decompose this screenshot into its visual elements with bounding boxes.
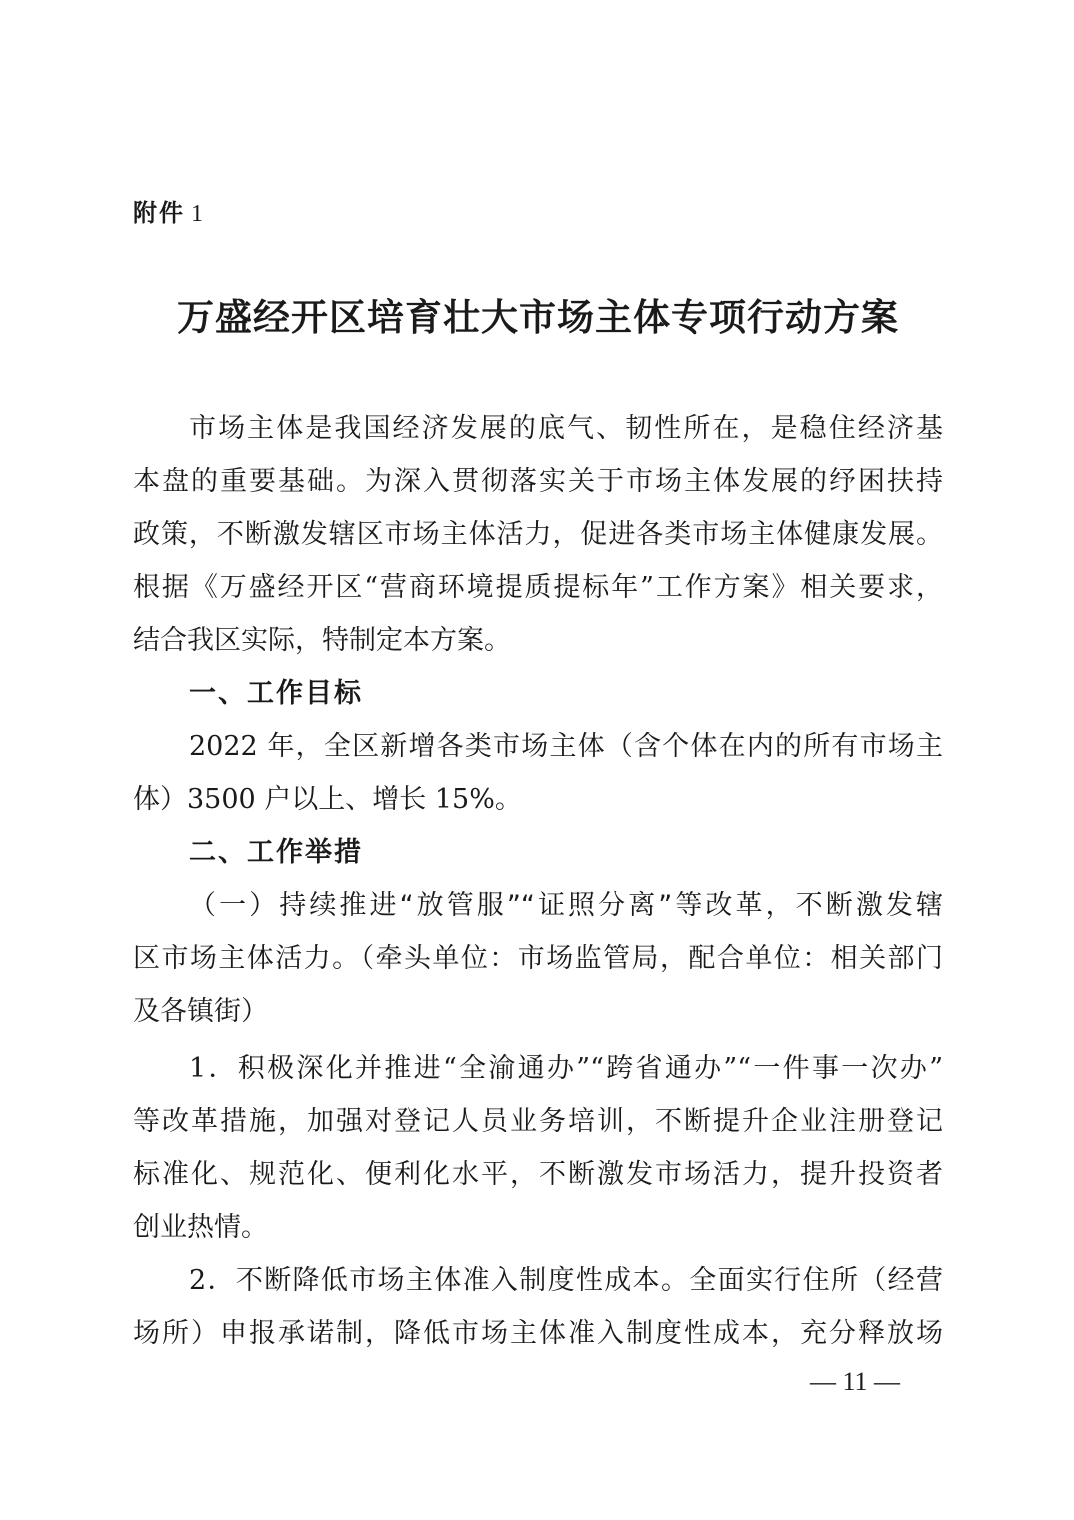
section-heading-measures: 二、工作举措 xyxy=(189,837,363,868)
page-number: — 11 — xyxy=(809,1367,901,1396)
subsection-1-line-2: 区市场主体活力。（牵头单位：市场监管局，配合单位：相关部门 xyxy=(133,943,943,974)
intro-line-1: 市场主体是我国经济发展的底气、韧性所在，是稳住经济基 xyxy=(189,413,943,444)
item-1-line-3: 标准化、规范化、便利化水平，不断激发市场活力，提升投资者 xyxy=(133,1159,943,1190)
attachment-label xyxy=(133,193,205,228)
item-2-line-2: 场所）申报承诺制，降低市场主体准入制度性成本，充分释放场 xyxy=(133,1318,943,1349)
document-title: 万盛经开区培育壮大市场主体专项行动方案 xyxy=(177,295,899,339)
item-2-line-1: 2．不断降低市场主体准入制度性成本。全面实行住所（经营 xyxy=(189,1265,943,1296)
goals-line-2: 体）3500 户以上、增长 15%。 xyxy=(133,784,522,815)
intro-line-4: 根据《万盛经开区“营商环境提质提标年”工作方案》相关要求， xyxy=(133,572,943,603)
attachment-label-text: 附件 xyxy=(133,199,185,227)
item-1-line-1: 1．积极深化并推进“全渝通办”“跨省通办”“一件事一次办” xyxy=(189,1053,943,1084)
intro-line-2: 本盘的重要基础。为深入贯彻落实关于市场主体发展的纾困扶持 xyxy=(133,466,943,497)
intro-line-5: 结合我区实际，特制定本方案。 xyxy=(133,625,511,656)
intro-line-3: 政策，不断激发辖区市场主体活力，促进各类市场主体健康发展。 xyxy=(133,519,943,550)
item-1-line-4: 创业热情。 xyxy=(133,1212,268,1243)
attachment-number: 1 xyxy=(191,201,205,227)
item-1-line-2: 等改革措施，加强对登记人员业务培训，不断提升企业注册登记 xyxy=(133,1106,943,1137)
section-heading-goals: 一、工作目标 xyxy=(189,678,363,709)
goals-line-1: 2022 年，全区新增各类市场主体（含个体在内的所有市场主 xyxy=(189,731,943,762)
subsection-1-line-3: 及各镇街） xyxy=(133,996,268,1027)
subsection-1-line-1: （一）持续推进“放管服”“证照分离”等改革，不断激发辖 xyxy=(189,890,943,921)
